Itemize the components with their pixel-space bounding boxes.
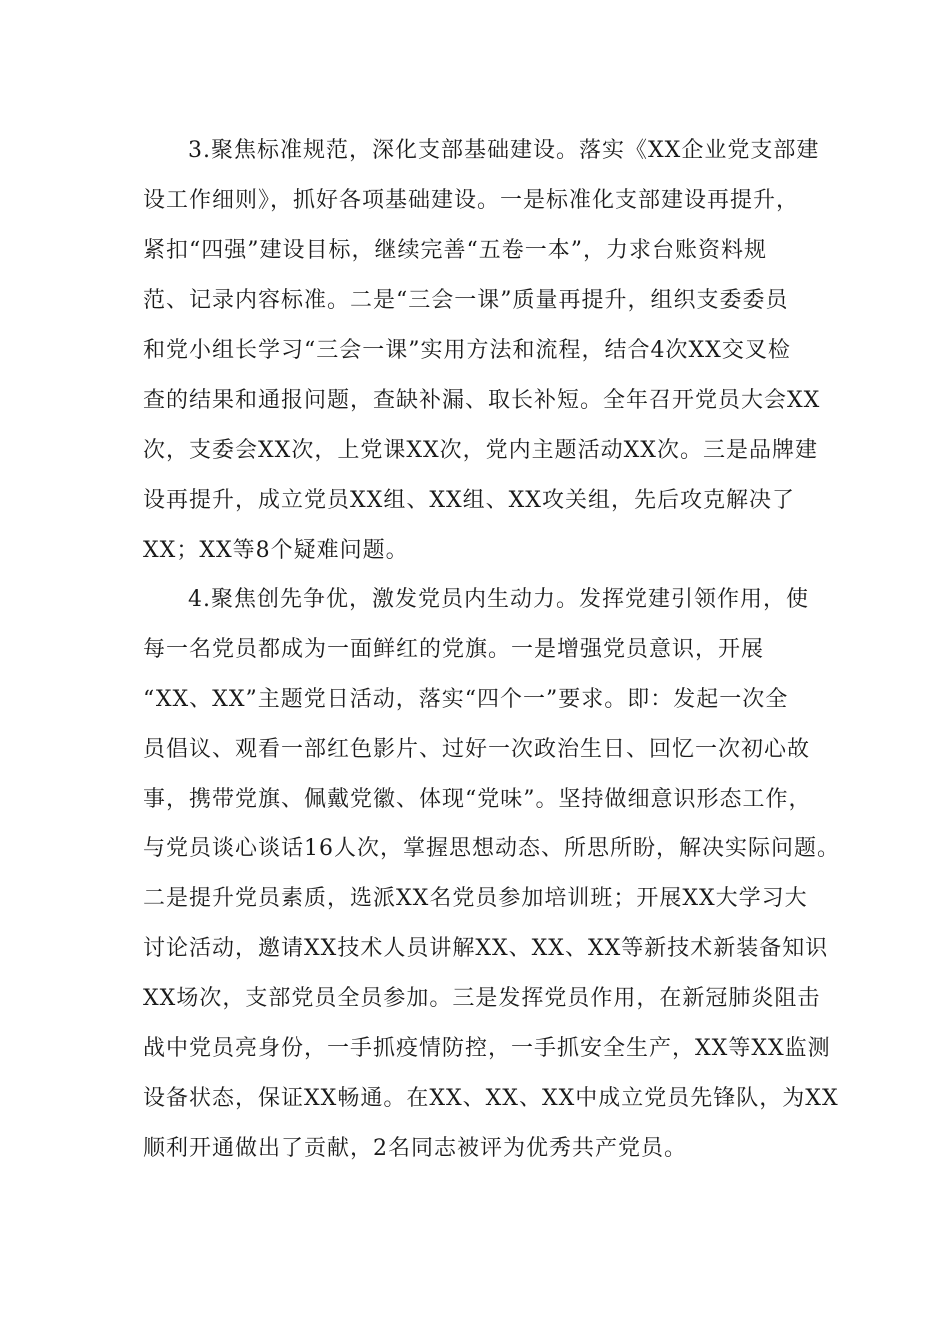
text-line: 次，支委会XX次，上党课XX次，党内主题活动XX次。三是品牌建 [143, 438, 818, 463]
text-line: 员倡议、观看一部红色影片、过好一次政治生日、回忆一次初心故 [143, 737, 811, 762]
text-line: 战中党员亮身份，一手抓疫情防控，一手抓安全生产，XX等XX监测 [143, 1036, 831, 1061]
text-line: 查的结果和通报问题，查缺补漏、取长补短。全年召开党员大会XX [143, 388, 821, 413]
text-line: 3.聚焦标准规范，深化支部基础建设。落实《XX企业党支部建 [188, 138, 820, 163]
text-line: XX场次，支部党员全员参加。三是发挥党员作用，在新冠肺炎阻击 [143, 986, 821, 1011]
text-line: 与党员谈心谈话16人次，掌握思想动态、所思所盼，解决实际问题。 [143, 836, 840, 861]
text-line: 设工作细则》，抓好各项基础建设。一是标准化支部建设再提升， [143, 188, 800, 213]
text-line: 事，携带党旗、佩戴党徽、体现“党味”。坚持做细意识形态工作， [143, 787, 812, 812]
text-line: 设再提升，成立党员XX组、XX组、XX攻关组，先后攻克解决了 [143, 488, 795, 513]
text-line: 讨论活动，邀请XX技术人员讲解XX、XX、XX等新技术新装备知识 [143, 936, 829, 961]
text-line: 顺利开通做出了贡献，2名同志被评为优秀共产党员。 [143, 1136, 687, 1161]
text-line: “XX、XX”主题党日活动，落实“四个一”要求。即：发起一次全 [143, 687, 789, 712]
text-line: 每一名党员都成为一面鲜红的党旗。一是增强党员意识，开展 [143, 637, 765, 662]
text-line: 4.聚焦创先争优，激发党员内生动力。发挥党建引领作用，使 [188, 587, 809, 612]
text-line: XX；XX等8个疑难问题。 [143, 538, 409, 563]
text-line: 二是提升党员素质，选派XX名党员参加培训班；开展XX大学习大 [143, 886, 808, 911]
text-line: 紧扣“四强”建设目标，继续完善“五卷一本”，力求台账资料规 [143, 238, 767, 263]
text-line: 设备状态，保证XX畅通。在XX、XX、XX中成立党员先锋队，为XX [143, 1086, 839, 1111]
text-line: 和党小组长学习“三会一课”实用方法和流程，结合4次XX交叉检 [143, 338, 791, 363]
text-line: 范、记录内容标准。二是“三会一课”质量再提升，组织支委委员 [143, 288, 789, 313]
